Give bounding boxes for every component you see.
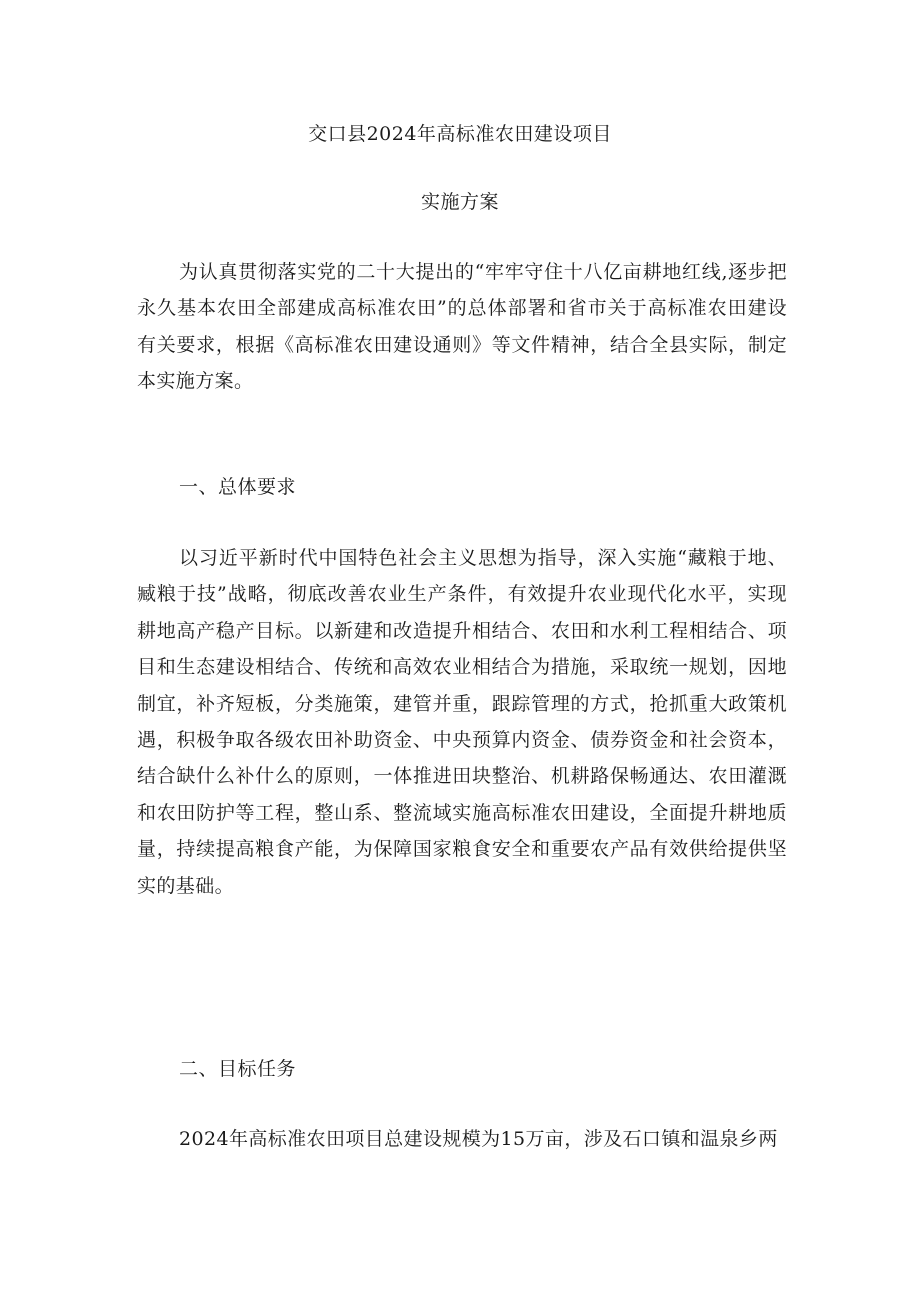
general-requirements-paragraph: 以习近平新时代中国特色社会主义思想为指导，深入实施“藏粮于地、臧粮于技”战略，彻底改善农业生产条件，有效提升农业现代化水平，实现耕地高产稳产目标。以新建和改造提升相结合、农田和水利工程相结合、项目和生态建设相结合、传统和高效农业相结合为措施，采取统一规划，因地制宜，补齐短板，分类施策，建管并重，跟踪管理的方式，抢抓重大政策机遇，积极争取各级农田补助资金、中央预算内资金、债券资金和社会资本，结合缺什么补什么的原则，一体推进田块整治、机耕路保畅通达、农田灌溉和农田防护等工程，整山系、整流域实施高标准农田建设，全面提升耕地质量，持续提高粮食产能，为保障国家粮食安全和重要农产品有效供给提供坚实的基础。 [137, 547, 787, 897]
document-subtitle: 实施方案 [420, 191, 499, 213]
section-heading-general-requirements: 一、总体要求 [179, 476, 297, 498]
document-title: 交口县2024年高标准农田建设项目 [308, 123, 612, 145]
section-heading-target-tasks: 二、目标任务 [179, 1058, 297, 1080]
target-tasks-paragraph: 2024年高标准农田项目总建设规模为15万亩，涉及石口镇和温泉乡两 [179, 1128, 778, 1150]
intro-paragraph: 为认真贯彻落实党的二十大提出的“牢牢守住十八亿亩耕地红线,逐步把永久基本农田全部建成高标准农田”的总体部署和省市关于高标准农田建设有关要求，根据《高标准农田建设通则》等文件精神，结合全县实际，制定本实施方案。 [137, 261, 787, 393]
